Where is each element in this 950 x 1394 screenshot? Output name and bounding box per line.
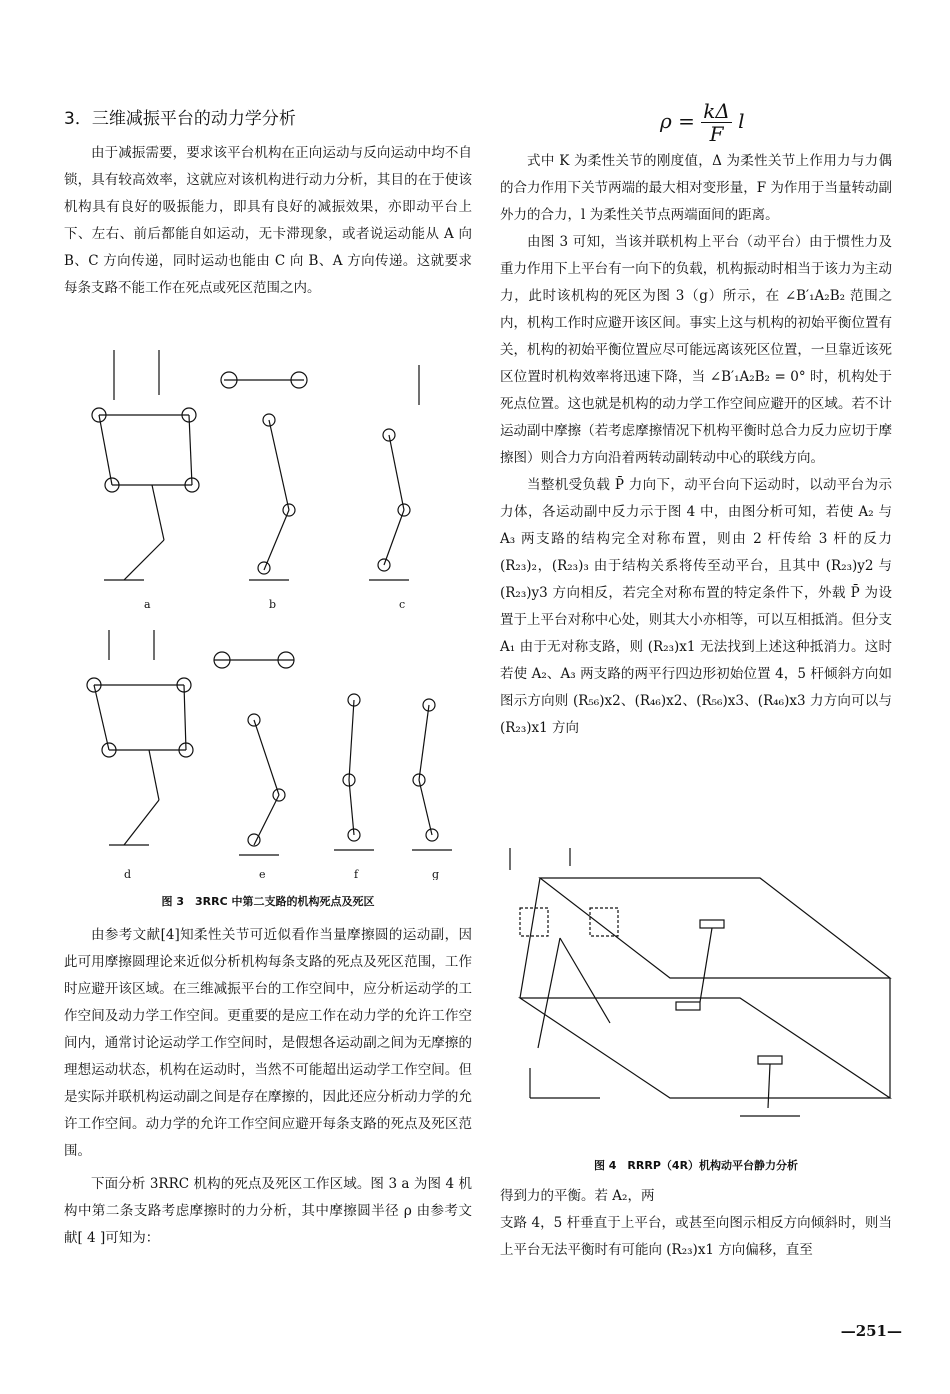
paragraph: 由参考文献[4]知柔性关节可近似看作当量摩擦圆的运动副，因此可用摩擦圆理论来近似分析机构每条支路的死点及死区范围，工作时应避开该区域。在三维减振平台的工作空间中，应分析运动学的工作空间及动力学工作空间。更重要的是应工作在动力学的允许工作空间内，通常讨论运动学工作空间时，是假想各运动副之间为无摩擦的理想运动状态，机构在运动时，当然不可能超出运动学工作空间。但是实际并联机构运动副之间是存在摩擦的，因此还应分析动力学的允许工作空间。动力学的允许工作空间应避开每条支路的死点及死区范围。 xyxy=(64,927,472,1159)
figure-3-label-d: d xyxy=(124,868,132,880)
figure-3-caption: 图 3 3RRC 中第二支路的机构死点及死区 xyxy=(161,895,375,908)
figure-4-diagram xyxy=(500,848,900,1138)
section-title: 3．三维减振平台的动力学分析 xyxy=(64,109,296,129)
paragraph: 得到力的平衡。若 A₂，两 xyxy=(500,1188,655,1204)
figure-3-label-e: e xyxy=(259,868,266,880)
paragraph: 下面分析 3RRC 机构的死点及死区工作区域。图 3 a 为图 4 机构中第二条支路考虑摩擦时的力分析，其中摩擦圆半径 ρ 由参考文献[ 4 ]可知为： xyxy=(64,1176,472,1246)
paragraph: 当整机受负载 P̄ 力向下，动平台向下运动时，以动平台为示力体，各运动副中反力示于图 4 中，由图分析可知，若使 A₂ 与 A₃ 两支路的结构完全对称布置，则由 2 杆传给 3 杆的反力 (R₂₃)₂，(R₂₃)₃ 由于结构关系将传至动平台，且其中 (R₂₃)y2 与 (R₂₃)y3 方向相反，若完全对称布置的特定条件下，外载 P̄ 为设置于上平台对称中心处，则其大小亦相等，可以互相抵消。但分支 A₁ 由于无对称支路，则 (R₂₃)x1 无法找到上述这种抵消力。这时若使 A₂、A₃ 两支路的两平行四边形初始位置 4，5 杆倾斜方向如图示方向则 (R₅₆)x2、(R₄₆)x2、(R₅₆)x3、(R₄₆)x3 力方向可以与 (R₂₃)x1 方向 xyxy=(500,477,892,736)
right-column xyxy=(500,148,892,742)
page-number: —251— xyxy=(840,1322,902,1340)
friction-circle-formula: ρ = $\frac{k\Delta}{F}$ l xyxy=(660,99,745,146)
left-column xyxy=(64,140,472,302)
paragraph: 支路 4，5 杆垂直于上平台，或甚至向图示相反方向倾斜时，则当上平台无法平衡时有可能向 (R₂₃)x1 方向偏移，直至 xyxy=(500,1215,892,1258)
figure-3-label-b: b xyxy=(269,598,277,611)
paragraph: 式中 K 为柔性关节的刚度值，Δ 为柔性关节上作用力与力偶的合力作用下关节两端的最大相对变形量，F 为作用于当量转动副外力的合力，l 为柔性关节点两端面间的距离。 xyxy=(500,153,892,223)
figure-3-label-a: a xyxy=(144,598,151,611)
figure-4-caption: 图 4 RRRP（4R）机构动平台静力分析 xyxy=(593,1159,799,1172)
left-column-lower xyxy=(64,922,472,1252)
paragraph: 由图 3 可知，当该并联机构上平台（动平台）由于惯性力及重力作用下上平台有一向下的负载，机构振动时相当于该力为主动力，此时该机构的死区为图 3（g）所示，在 ∠B′₁A₂B₂ 范围之内，机构工作时应避开该区间。事实上这与机构的初始平衡位置有关，机构的初始平衡位置应尽可能远离该死区位置，一旦靠近该死区位置时机构效率将迅速下降，当 ∠B′₁A₂B₂ = 0° 时，机构处于死点位置。这也就是机构的动力学工作空间应避开的区域。若不计运动副中摩擦（若考虑摩擦情况下机构平衡时总合力反力应切于摩擦图）则合力方向沿着两转动副转动中心的联线方向。 xyxy=(500,234,892,466)
paragraph: 由于减振需要，要求该平台机构在正向运动与反向运动中均不自锁，具有较高效率，这就应对该机构进行动力分析，其目的在于使该机构具有良好的吸振能力，即具有良好的减振效果，亦即动平台上下、左右、前后都能自如运动，无卡滞现象，或者说运动能从 A 向 B、C 方向传递，同时运动也能由 C 向 B、A 方向传递。这就要求每条支路不能工作在死点或死区范围之内。 xyxy=(64,145,472,296)
figure-3-label-f: f xyxy=(354,868,359,880)
figure-3-label-c: c xyxy=(399,598,406,611)
right-column-lower xyxy=(500,1183,892,1264)
figure-3-diagram xyxy=(64,340,472,880)
figure-3-label-g: g xyxy=(432,868,440,880)
